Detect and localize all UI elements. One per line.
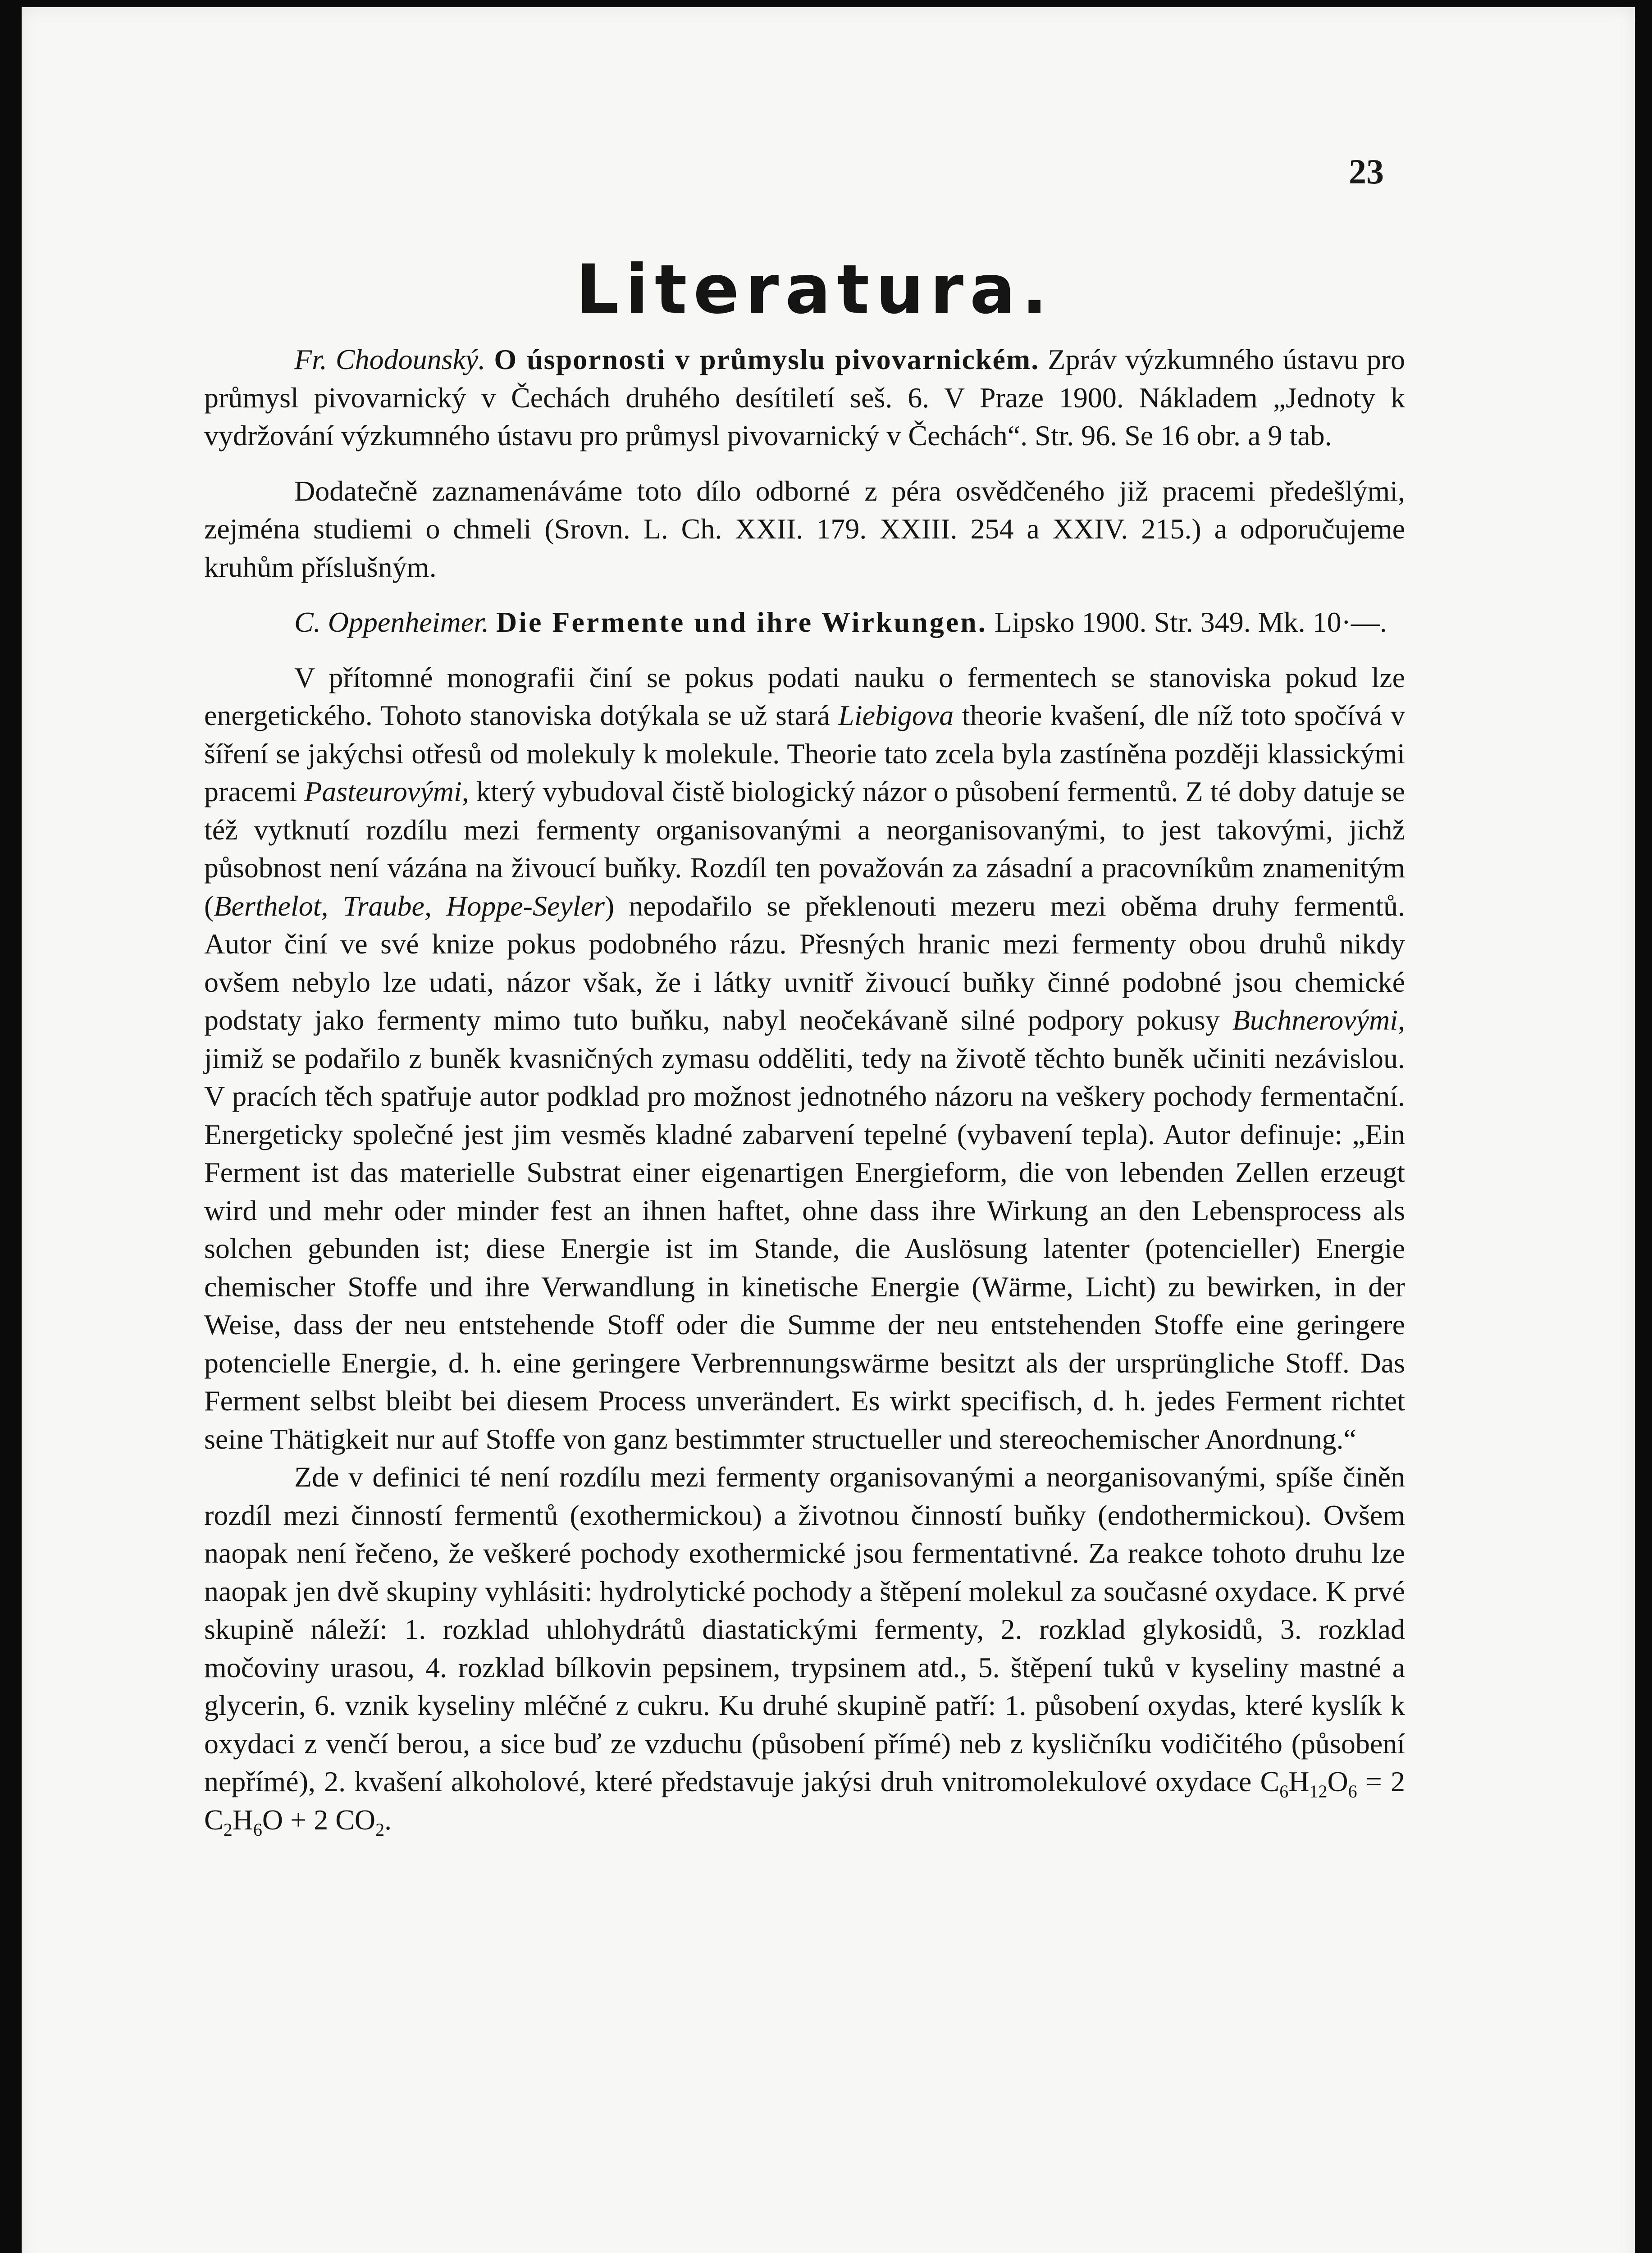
page-number: 23: [1349, 152, 1384, 191]
page-body: [204, 341, 1405, 1856]
entry-title: O úspornosti v průmyslu pivovarnickém.: [494, 343, 1040, 375]
entry-author: C. Oppenheimer.: [294, 606, 489, 638]
text-run: theorie kvašení, dle níž toto spočívá v šíření se jakýchsi otřesů od molekuly k molekule. Theorie tato zcela byla zastíněna později klassickými pracemi: [204, 699, 1406, 807]
entry-chodounsky-citation: [204, 341, 1405, 455]
entry-details: Zpráv výzkumného ústavu pro průmysl pivovarnický v Čechách druhého desítiletí seš. 6. V Praze 1900. Nákladem „Jednoty k vydržování výzkumného ústavu pro průmysl pivovarnický v Čechách“. Str. 96. Se 16 obr. a 9 tab.: [204, 343, 1406, 452]
name-liebig: Liebigova: [838, 699, 954, 731]
page-title: Literatura.: [575, 251, 1054, 329]
entry-chodounsky-review: Dodatečně zaznamenáváme toto dílo odborné z péra osvědčeného již pracemi předešlými, zejména studiemi o chmeli (Srovn. L. Ch. XXII. 179. XXIII. 254 a XXIV. 215.) a odporučujeme kruhům příslušným.: [204, 474, 1405, 583]
text-run: který vybudoval čistě biologický názor o působení fermentů. Z té doby datuje se též vytknutí rozdílu mezi fermenty organisovanými a neorganisovanými, to jest takovými, jichž působnost není vázána na živoucí buňky. Rozdíl ten považován za zásadní a pracovníkům znamenitým (: [204, 775, 1406, 922]
text-run: Zde v definici té není rozdílu mezi fermenty organisovanými a neorganisovanými, spíše činěn rozdíl mezi činností fermentů (exothermickou) a životnou činností buňky (endothermickou). Ovšem naopak není řečeno, že veškeré pochody exothermické jsou fermentativné. Za reakce tohoto druhu lze naopak jen dvě skupiny vyhlásiti: hydrolytické pochody a štěpení molekul za současné oxydace. K prvé skupině náleží: 1. rozklad uhlohydrátů diastatickými fermenty, 2. rozklad glykosidů, 3. rozklad močoviny urasou, 4. rozklad bílkovin pepsinem, trypsinem atd., 5. štěpení tuků v kyseliny mastné a glycerin, 6. vznik kyseliny mléčné z cukru. Ku druhé skupině patří: 1. působení oxydas, které kyslík k oxydaci z venčí berou, a sice buď ze vzduchu (působení přímé) neb z kysličníku vodičitého (působení nepřímé), 2. kvašení alkoholové, které představuje jakýsi druh vnitromolekulové oxydace: [204, 1461, 1405, 1797]
entry-author: Fr. Chodounský.: [294, 343, 486, 375]
name-pasteur: Pasteurovými,: [304, 775, 469, 807]
book-page: [22, 7, 1635, 2253]
entry-oppenheimer-review-paragraph-2: [204, 1458, 1405, 1839]
text-run: ) nepodařilo se překlenouti mezeru mezi oběma druhy fermentů. Autor činí ve své knize pokus podobného rázu. Přesných hranic mezi fermenty obou druhů nikdy ovšem nebylo lze udati, názor však, že i látky uvnitř živoucí buňky činné podobné jsou chemické podstaty jako fermenty mimo tuto buňku, nabyl neočekávaně silné podpory pokusy: [204, 889, 1405, 1036]
entry-details: Lipsko 1900. Str. 349. Mk. 10·—.: [987, 606, 1387, 638]
name-buchner: Buchnerovými,: [1232, 1004, 1405, 1036]
chemical-formula: $C_6H_{12}O_6 = 2$ $C_2H_6O + 2$ $CO_2$.: [204, 1765, 1406, 1840]
entry-title: Die Fermente und ihre Wirkungen.: [496, 606, 987, 638]
entry-oppenheimer-review-paragraph: [204, 659, 1405, 1459]
text-run: jimiž se podařilo z buněk kvasničných zymasu odděliti, tedy na životě těchto buněk učiniti nezávislou. V pracích těch spatřuje autor podklad pro možnost jednotného názoru na veškery pochody fermentační. Energeticky společné jest jim vesměs kladné zabarvení tepelné (vybavení tepla). Autor definuje: „Ein Ferment ist das materielle Substrat einer eigenartigen Energieform, die von lebenden Zellen erzeugt wird und mehr oder minder fest an ihnen haftet, ohne dass ihre Wirkung an den Lebensprocess als solchen gebunden ist; diese Energie ist im Stande, die Auslösung latenter (potencieller) Energie chemischer Stoffe und ihre Verwandlung in kinetische Energie (Wärme, Licht) zu bewirken, in der Weise, dass der neu entstehende Stoff oder die Summe der neu entstehenden Stoffe eine geringere potencielle Energie, d. h. eine geringere Verbrennungswärme besitzt als der ursprüngliche Stoff. Das Ferment selbst bleibt bei diesem Process unverändert. Es wirkt specifisch, d. h. jedes Ferment richtet seine Thätigkeit nur auf Stoffe von ganz bestimmter structueller und stereochemischer Anordnung.“: [204, 1042, 1405, 1455]
text-run: V přítomné monografii činí se pokus podati nauku o fermentech se stanoviska pokud lze energetického. Tohoto stanoviska dotýkala se už stará: [204, 661, 1405, 731]
entry-oppenheimer-citation: [204, 603, 1405, 642]
names-berthelot-traube-hoppe-seyler: Berthelot, Traube, Hoppe-Seyler: [214, 889, 605, 922]
